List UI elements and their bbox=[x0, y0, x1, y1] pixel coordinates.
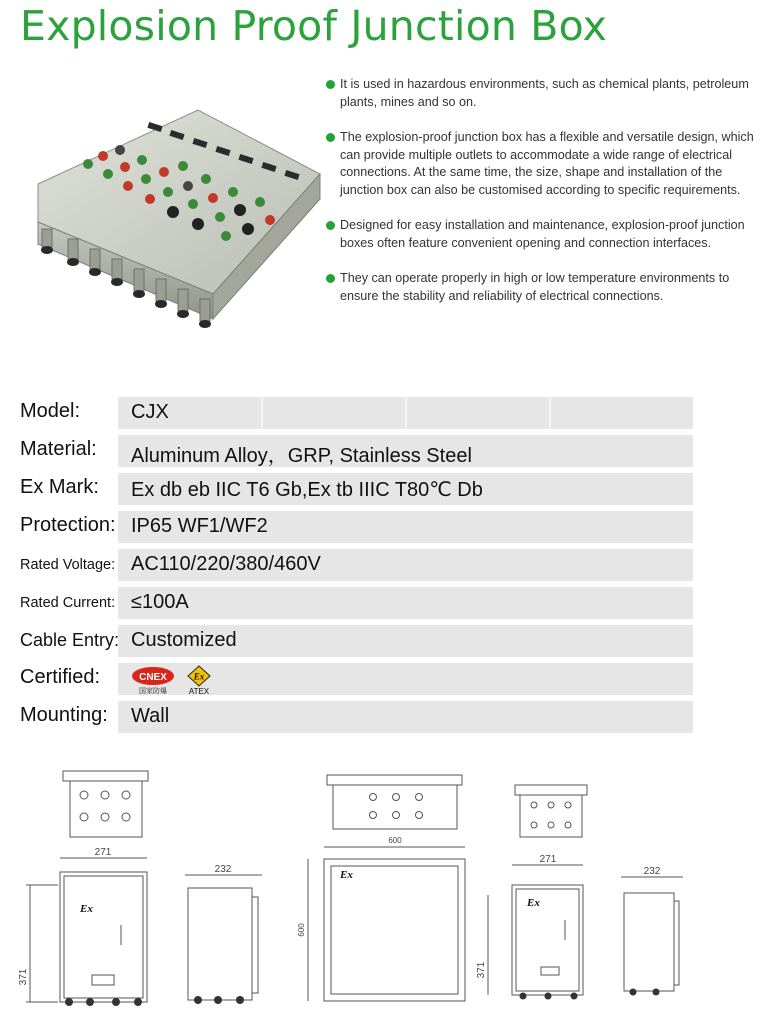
spec-value: Ex db eb IIC T6 Gb,Ex tb IIIC T80℃ Db bbox=[131, 479, 483, 501]
certification-logos bbox=[131, 665, 215, 695]
spec-row-rated-voltage bbox=[0, 549, 766, 581]
spec-label: Cable Entry: bbox=[20, 630, 120, 650]
spec-label: Mounting: bbox=[20, 704, 108, 726]
feature-item: The explosion-proof junction box has a flexible and versatile design, which can provide multiple outlets to accommodate a wide range of electrical connections. At the same time, the size, shape and installation of the junction box can also be customised according to specific requirements. bbox=[326, 129, 756, 199]
dim-width-1: 271 bbox=[94, 847, 112, 858]
spec-row-certified bbox=[0, 663, 766, 695]
spec-label: Rated Voltage: bbox=[20, 557, 116, 573]
spec-value: IP65 WF1/WF2 bbox=[131, 515, 268, 537]
spec-row-mounting bbox=[0, 701, 766, 733]
spec-row-cable-entry bbox=[0, 625, 766, 657]
junction-box-photo bbox=[28, 104, 328, 354]
dim-width-4: 271 bbox=[539, 854, 557, 865]
bullet-dot-icon bbox=[326, 221, 335, 230]
feature-item: It is used in hazardous environments, such as chemical plants, petroleum plants, mines and so on. bbox=[326, 76, 756, 111]
atex-logo-icon bbox=[183, 665, 215, 695]
dim-width-5: 232 bbox=[643, 866, 661, 877]
svg-text:Ex: Ex bbox=[193, 671, 205, 682]
spec-row-material bbox=[0, 435, 766, 467]
spec-row-rated-current bbox=[0, 587, 766, 619]
spec-value: Customized bbox=[131, 629, 237, 651]
spec-label: Certified: bbox=[20, 666, 101, 688]
feature-item: Designed for easy installation and maintenance, explosion-proof junction boxes often feature convenient opening and connection interfaces. bbox=[326, 217, 756, 252]
dim-width-2: 232 bbox=[214, 864, 232, 875]
feature-item: They can operate properly in high or low temperature environments to ensure the stability and reliability of electrical connections. bbox=[326, 270, 756, 305]
spec-value: Wall bbox=[131, 705, 170, 727]
page-title: Explosion Proof Junction Box bbox=[20, 2, 608, 50]
spec-label: Material: bbox=[20, 438, 97, 460]
spec-bar bbox=[118, 587, 693, 619]
cnex-logo-icon bbox=[131, 665, 175, 695]
dim-height-4: 371 bbox=[476, 961, 487, 979]
spec-label: Protection: bbox=[20, 514, 116, 536]
spec-label: Ex Mark: bbox=[20, 476, 99, 498]
spec-value: AC110/220/380/460V bbox=[131, 553, 321, 575]
technical-drawings bbox=[0, 755, 766, 1017]
spec-bar bbox=[118, 397, 693, 429]
dim-width-3: 600 bbox=[388, 836, 402, 845]
bullet-dot-icon bbox=[326, 80, 335, 89]
ex-mark-1: Ex bbox=[80, 903, 93, 915]
svg-text:国家防爆: 国家防爆 bbox=[139, 687, 167, 695]
spec-value: ≤100A bbox=[131, 591, 189, 613]
spec-row-model bbox=[0, 397, 766, 429]
spec-row-ex-mark bbox=[0, 473, 766, 505]
svg-text:CNEX: CNEX bbox=[139, 672, 167, 683]
spec-label: Model: bbox=[20, 400, 81, 422]
spec-row-protection bbox=[0, 511, 766, 543]
ex-mark-4: Ex bbox=[527, 897, 540, 909]
spec-value: CJX bbox=[131, 401, 169, 423]
ex-mark-3: Ex bbox=[340, 869, 353, 881]
dim-height-1: 371 bbox=[18, 968, 29, 986]
spec-label: Rated Current: bbox=[20, 595, 116, 611]
svg-text:ATEX: ATEX bbox=[188, 687, 210, 695]
bullet-dot-icon bbox=[326, 133, 335, 142]
spec-value: Aluminum Alloy，GRP, Stainless Steel bbox=[131, 445, 472, 467]
bullet-dot-icon bbox=[326, 274, 335, 283]
dim-height-3: 600 bbox=[297, 923, 306, 937]
feature-list bbox=[326, 76, 756, 323]
spec-bar bbox=[118, 701, 693, 733]
